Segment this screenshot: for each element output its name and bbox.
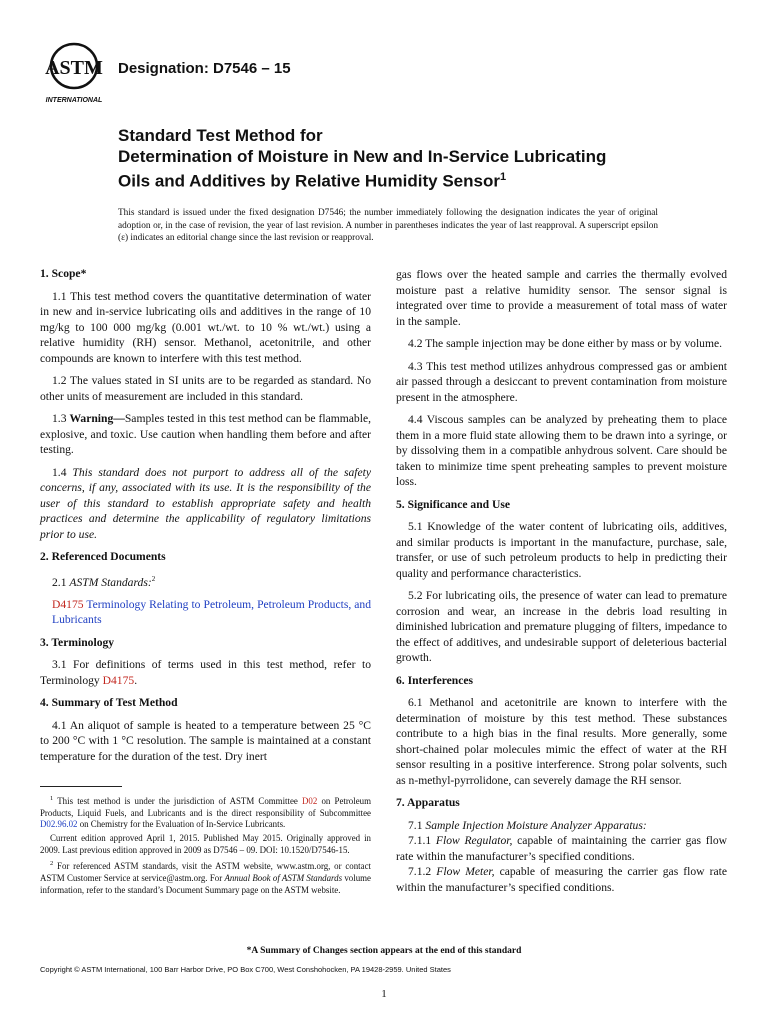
paragraph-3-1: 3.1 For definitions of terms used in this test method, refer to Terminology D4175. [40, 658, 371, 687]
title-footnote-mark: 1 [499, 171, 507, 183]
paragraph-4-2: 4.2 The sample injection may be done either by mass or by volume. [408, 337, 723, 350]
section-heading-referenced-documents: 2. Referenced Documents [40, 550, 166, 563]
paragraph-4-1: 4.1 An aliquot of sample is heated to a temperature between 25 °C to 200 °C with 1 °C resolution. The sample is maintained at a constant temperature for the duration of the test. Dry inert [40, 718, 371, 763]
logo-text: ASTM [45, 57, 103, 79]
footnote-1-edition: Current edition approved April 1, 2015. Published May 2015. Originally approved in 2009. Last previous edition approved in 2009 as D7546 – 09. DOI: 10.1520/D7546-15. [40, 833, 371, 855]
section-heading-apparatus: 7. Apparatus [396, 796, 460, 809]
intro-paragraph: This standard is issued under the fixed designation D7546; the number immediately following the designation indicates the year of original adoption or, in the case of revision, the year of last revision. A number in parentheses indicates the year of last reapproval. A superscript epsilon (ε) indicates an editorial change since the last revision or reapproval. [118, 208, 658, 244]
section-heading-scope: 1. Scope* [40, 267, 87, 280]
paragraph-4-4: 4.4 Viscous samples can be analyzed by preheating them to place them in a more fluid state allowing them to be drawn into a syringe, or by dissolving them in a compatible anhydrous solvent. Care should be taken to minimize time spent preheating samples to prevent moisture loss. [396, 413, 727, 488]
paragraph-1-1: 1.1 This test method covers the quantitative determination of water in new and in-service lubricating oils and additives in the range of 10 mg/kg to 100 000 mg/kg (0.001 wt./wt. to 10 % wt./wt.) using a relative humidity (RH) sensor. Methanol, acetonitrile, and other compounds are known to interfere with this test method. [40, 289, 371, 365]
paragraph-1-4: 1.4 This standard does not purport to address all of the safety concerns, if any, associated with its use. It is the responsibility of the user of this standard to establish appropriate safety and health practices and determine the applicability of regulatory limitations prior to use. [40, 465, 372, 541]
footnote-1: $^1$ This test method is under the jurisdiction of ASTM Committee D02 on Petroleum Products, Liquid Fuels, and Lubricants and is the direct responsibility of Subcommittee D02.96.02 on Chemistry for the Evaluation of In-Service Lubricants. [40, 795, 371, 830]
section-heading-significance: 5. Significance and Use [396, 497, 511, 511]
footnote-link-d02[interactable]: D02 [302, 795, 318, 806]
paragraph-5-2: 5.2 For lubricating oils, the presence of water can lead to premature corrosion and wear, an increase in the debris load resulting in diminished lubrication and premature plugging of filters, impedance to the effect of additives, and undesirable support of deleterious bacterial growth. [396, 589, 727, 664]
section-heading-summary: 4. Summary of Test Method [40, 696, 178, 710]
astm-logo [40, 40, 112, 104]
logo-subtext: INTERNATIONAL [45, 97, 103, 104]
ref-title-link[interactable]: Terminology Relating to Petroleum, Petroleum Products, and Lubricants [52, 597, 371, 627]
title-line-1: Standard Test Method for [118, 126, 323, 145]
title-line-2: Determination of Moisture in New and In-Service Lubricating [118, 147, 607, 166]
paragraph-4-3: 4.3 This test method utilizes anhydrous compressed gas or ambient air passed through a desiccant to prevent contamination from moisture present in the atmosphere. [396, 359, 727, 404]
title-line-3: Oils and Additives by Relative Humidity Sensor$^1$ [118, 171, 507, 191]
left-column [40, 266, 371, 771]
designation: Designation: D7546 – 15 [118, 60, 291, 77]
section-heading-terminology: 3. Terminology [40, 635, 115, 649]
summary-of-changes-note: *A Summary of Changes section appears at the end of this standard [246, 946, 522, 956]
footnote-link-d02-96-02[interactable]: D02.96.02 [40, 819, 78, 830]
section-heading-interferences: 6. Interferences [396, 673, 474, 687]
paragraph-4-1-continued: gas flows over the heated sample and carries the thermally evolved moisture past a relative humidity sensor. The sensor signal is integrated over time to provide a measurement of total mass of water in the sample. [396, 268, 727, 328]
ref-code-link[interactable]: D4175 [52, 597, 84, 611]
page-number: 1 [381, 988, 387, 1000]
footnotes [40, 793, 371, 899]
footnote-2: $^2$ For referenced ASTM standards, visit the ASTM website, www.astm.org, or contact ASTM Customer Service at service@astm.org. For Annual Book of ASTM Standards volume information, refer to the standard’s Document Summary page on the ASTM website. [40, 860, 371, 895]
right-column [396, 267, 727, 902]
footnote-divider [40, 786, 122, 787]
paragraph-6-1: 6.1 Methanol and acetonitrile are known to interfere with the determination of moisture by this test method. These substances contribute to a high bias in the final results. More generally, some short-chained polar molecules mimic the effect of water at the RH sensor resulting in a positive interference. Strong polar solvents, such as n-methyl-pyrrolidone, can severely damage the RH sensor. [396, 696, 727, 787]
paragraph-5-1: 5.1 Knowledge of the water content of lubricating oils, additives, and similar products is important in the manufacture, purchase, sale, transfer, or use of such petroleum products to help in predicting their quality and performance characteristics. [396, 520, 727, 580]
terminology-ref-link[interactable]: D4175 [102, 673, 135, 687]
paragraph-7-1: 7.1 Sample Injection Moisture Analyzer Apparatus: [408, 818, 647, 832]
paragraph-1-3: 1.3 Warning—Samples tested in this test method can be flammable, explosive, and toxic. Use caution when handling them before and after testing. [40, 412, 371, 456]
title-block [118, 125, 718, 192]
referenced-document-d4175[interactable] [40, 597, 371, 628]
paragraph-7-1-1: 7.1.1 Flow Regulator, capable of maintaining the carrier gas flow rate within the manufacturer’s specified conditions. [396, 834, 727, 863]
paragraph-2-1: 2.1 ASTM Standards:$^2$ [52, 574, 156, 589]
paragraph-7-1-2: 7.1.2 Flow Meter, capable of measuring the carrier gas flow rate within the manufacturer’s specified conditions. [396, 865, 727, 894]
paragraph-1-2: 1.2 The values stated in SI units are to be regarded as standard. No other units of measurement are included in this standard. [40, 374, 371, 403]
copyright-line: Copyright © ASTM International, 100 Barr Harbor Drive, PO Box C700, West Conshohocken, PA 19428-2959. United States [40, 965, 451, 974]
